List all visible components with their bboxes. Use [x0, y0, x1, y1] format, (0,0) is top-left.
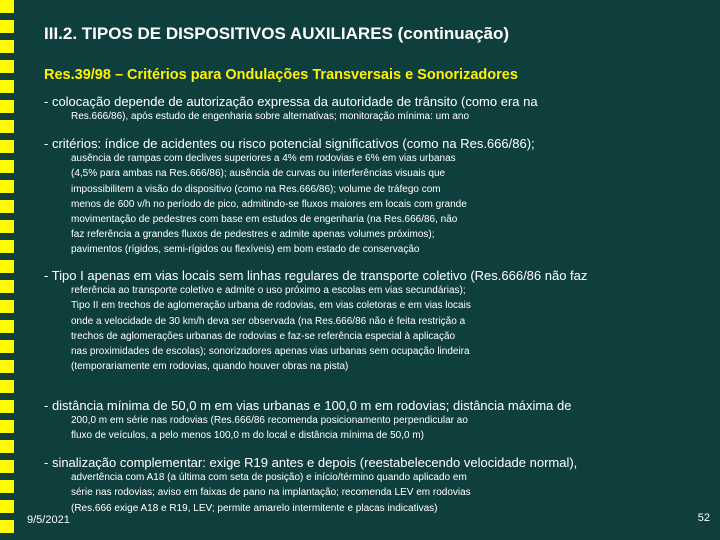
- bullet-colocacao: [44, 94, 716, 124]
- bullet-line: (temporariamente em rodovias, quando houver obras na pista): [71, 361, 349, 373]
- bullet-line: pavimentos (rígidos, semi-rígidos ou flexíveis) em bom estado de conservação: [71, 244, 420, 256]
- footer-date: 9/5/2021: [27, 514, 70, 526]
- bullet-line: faz referência a grandes fluxos de pedestres e admite apenas volumes próximos);: [71, 229, 435, 241]
- bullet-line: (4,5% para ambas na Res.666/86); ausência de curvas ou interferências visuais que: [71, 168, 446, 180]
- bullet-line: trechos de aglomerações urbanas de rodovias e faz-se referência especial à aplicação: [71, 330, 456, 342]
- bullet-line: - distância mínima de 50,0 m em vias urbanas e 100,0 m em rodovias; distância máxima de: [44, 398, 572, 413]
- bullet-sinalizacao: [44, 455, 716, 516]
- bullet-distancia: [44, 398, 716, 444]
- bullet-tipos: [44, 268, 716, 374]
- bullet-line: ausência de rampas com declives superiores a 4% em rodovias e 6% em vias urbanas: [71, 153, 456, 165]
- bullet-line: - colocação depende de autorização expressa da autoridade de trânsito (como era na: [44, 94, 538, 109]
- bullet-line: fluxo de veículos, a pelo menos 100,0 m do local e distância mínima de 50,0 m): [71, 430, 424, 442]
- bullet-line: movimentação de pedestres com base em estudos de engenharia (na Res.666/86, não: [71, 214, 458, 226]
- slide-subtitle: Res.39/98 – Critérios para Ondulações Transversais e Sonorizadores: [44, 67, 518, 83]
- bullet-line: (Res.666 exige A18 e R19, LEV; permite amarelo intermitente e placas indicativas): [71, 502, 438, 514]
- slide-title: III.2. TIPOS DE DISPOSITIVOS AUXILIARES (continuação): [44, 24, 510, 43]
- bullet-line: referência ao transporte coletivo e admite o uso próximo a escolas em vias secundárias);: [71, 285, 466, 297]
- bullet-line: Tipo II em trechos de aglomeração urbana de rodovias, em vias coletoras e em vias locais: [71, 300, 471, 312]
- bullet-line: impossibilitem a visão do dispositivo (como na Res.666/86); volume de tráfego com: [71, 183, 441, 195]
- bullet-line: Res.666/86), após estudo de engenharia sobre alternativas; monitoração mínima: um ano: [71, 111, 470, 123]
- bullet-line: série nas rodovias; aviso em faixas de pano na implantação; recomenda LEV em rodovias: [71, 487, 471, 499]
- bullet-line: menos de 600 v/h no período de pico, admitindo-se fluxos maiores em locais com grande: [71, 198, 467, 210]
- bullet-line: 200,0 m em série nas rodovias (Res.666/86 recomenda posicionamento perpendicular ao: [71, 415, 468, 427]
- bullet-line: onde a velocidade de 30 km/h deva ser observada (na Res.666/86 não é feita restrição a: [71, 315, 466, 327]
- bullet-criterios: [44, 136, 716, 258]
- bullet-line: nas proximidades de escolas); sonorizadores apenas vias urbanas sem ocupação lindeira: [71, 346, 470, 358]
- bullet-line: - Tipo I apenas em vias locais sem linhas regulares de transporte coletivo (Res.666/86 não faz: [44, 268, 588, 283]
- bullet-line: - critérios: índice de acidentes ou risco potencial significativos (como na Res.666/86);: [44, 136, 535, 151]
- bullet-line: - sinalização complementar: exige R19 antes e depois (reestabelecendo velocidade normal),: [44, 455, 578, 470]
- bullet-line: advertência com A18 (a última com seta de posição) e início/término quando aplicado em: [71, 472, 467, 484]
- left-decorative-stripe: [0, 0, 14, 540]
- page-number: 52: [697, 512, 710, 524]
